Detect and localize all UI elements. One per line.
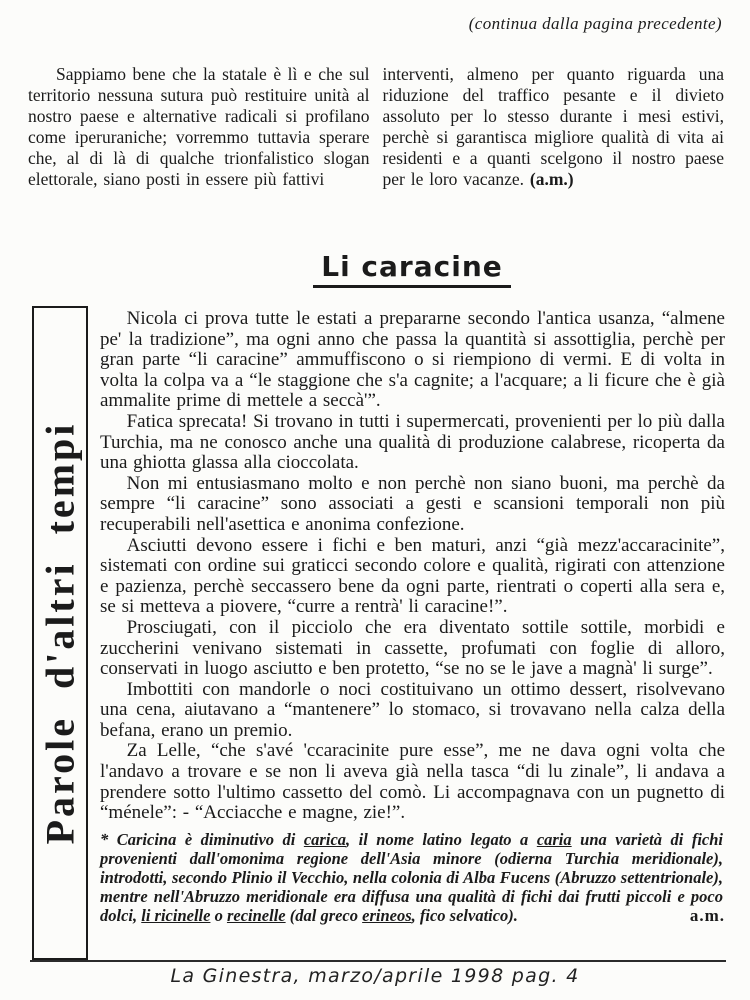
article-paragraph: Prosciugati, con il picciolo che era diventato sottile sottile, morbidi e zuccherini venivano sistemati in cassette, profumati con foglie di alloro, conservati in luogo asciutto e ben protetto, “se no se le jave a magnà' li surge”. <box>100 616 725 680</box>
article-title-row <box>100 250 724 288</box>
article-paragraph: Imbottiti con mandorle o noci costituivano un ottimo dessert, risolvevano una cena, aiutavano a “mantenere” lo stomaco, si trovavano nella calza della befana, erano un premio. <box>100 678 725 741</box>
footnote-text: * Caricina è diminutivo di carica, il nome latino legato a caria una varietà di fichi provenienti dall'omonima regione dell'Asia minore (odierna Turchia meridionale), introdotti, secondo Plinio il Vecchio, nella colonia di Alba Fucens (Abruzzo settentrionale), mentre nell'Abruzzo meridionale era diffusa una qualità di fichi dai frutti piccoli e poco dolci, li ricinelle o recinelle (dal greco erineos, fico selvatico). <box>100 829 723 925</box>
article-paragraph: Fatica sprecata! Si trovano in tutti i supermercati, provenienti per lo più dalla Turchia, ma ne conosco anche una qualità di produzione calabrese, ricoperta da una ghiotta glassa alla cioccolata. <box>100 410 725 474</box>
article-paragraph: Non mi entusiasmano molto e non perchè non siano buoni, ma perchè da sempre “li caracine” sono associati a gesti e scansioni temporali non più recuperabili nell'asettica e anonima confezione. <box>100 472 725 535</box>
footer-rule <box>30 960 726 962</box>
page-footer: La Ginestra, marzo/aprile 1998 pag. 4 <box>170 965 580 987</box>
intro-left-paragraph: Sappiamo bene che la statale è lì e che sul territorio nessuna sutura può restituire unità al nostro paese e alternative radicali si profilano come iperuraniche; vorremmo tuttavia sperare che, al di là di qualche trionfalistico slogan elettorale, siano posti in essere più fattivi <box>28 64 370 189</box>
article-paragraph: Za Lelle, “che s'avé 'ccaracinite pure esse”, me ne dava ogni volta che l'andavo a trovare e se non li aveva già nella tasca “di lu zinale”, li andava a prendere sotto l'ultimo cassetto del comò. Li accompagnava con un pugnetto di “ménele”: - “Acciacche e magne, zie!”. <box>100 740 725 824</box>
intro-right-paragraph: interventi, almeno per quanto riguarda una riduzione del traffico pesante e il divieto assoluto per lo stesso durante i mesi estivi, perchè si garantisca migliore qualità di vita ai residenti e a quanti scelgono il nostro paese per le loro vacanze. (a.m.) <box>382 64 724 189</box>
sidebar-rubric-box <box>32 306 88 960</box>
footnote <box>100 830 725 925</box>
article-paragraph: Asciutti devono essere i fichi e ben maturi, anzi “già mezz'accaracinite”, sistemati con ordine sui graticci secondo colore e qualità, rigirati con attenzione e pazienza, perchè seccassero bene da ogni parte, rientrati o coperti alla sera e, se si metteva a piovere, “curre a rentrà' li caracine!”. <box>100 534 725 618</box>
intro-right-column <box>383 64 725 190</box>
continuation-note: (continua dalla pagina precedente) <box>468 14 722 33</box>
article-paragraph: Nicola ci prova tutte le estati a prepararne secondo l'antica usanza, “almene pe' la tradizione”, ma ogni anno che passa la quantità si assottiglia, perchè per gran parte “li caracine” ammuffiscono o si riempiono di vermi. E di volta in volta la colpa va a “le staggione che s'a cagnite; a l'acquare; a li ficure che è già ammalite prime di mettele a seccà'”. <box>100 308 725 412</box>
article-title: Li caracine <box>313 250 511 288</box>
article-body <box>100 309 725 824</box>
author-initials: a.m. <box>684 906 725 925</box>
intro-left-column <box>28 64 370 190</box>
intro-columns <box>28 64 724 190</box>
article-column <box>100 309 725 925</box>
sidebar-rubric-label: Parole d'altri tempi <box>37 421 83 845</box>
